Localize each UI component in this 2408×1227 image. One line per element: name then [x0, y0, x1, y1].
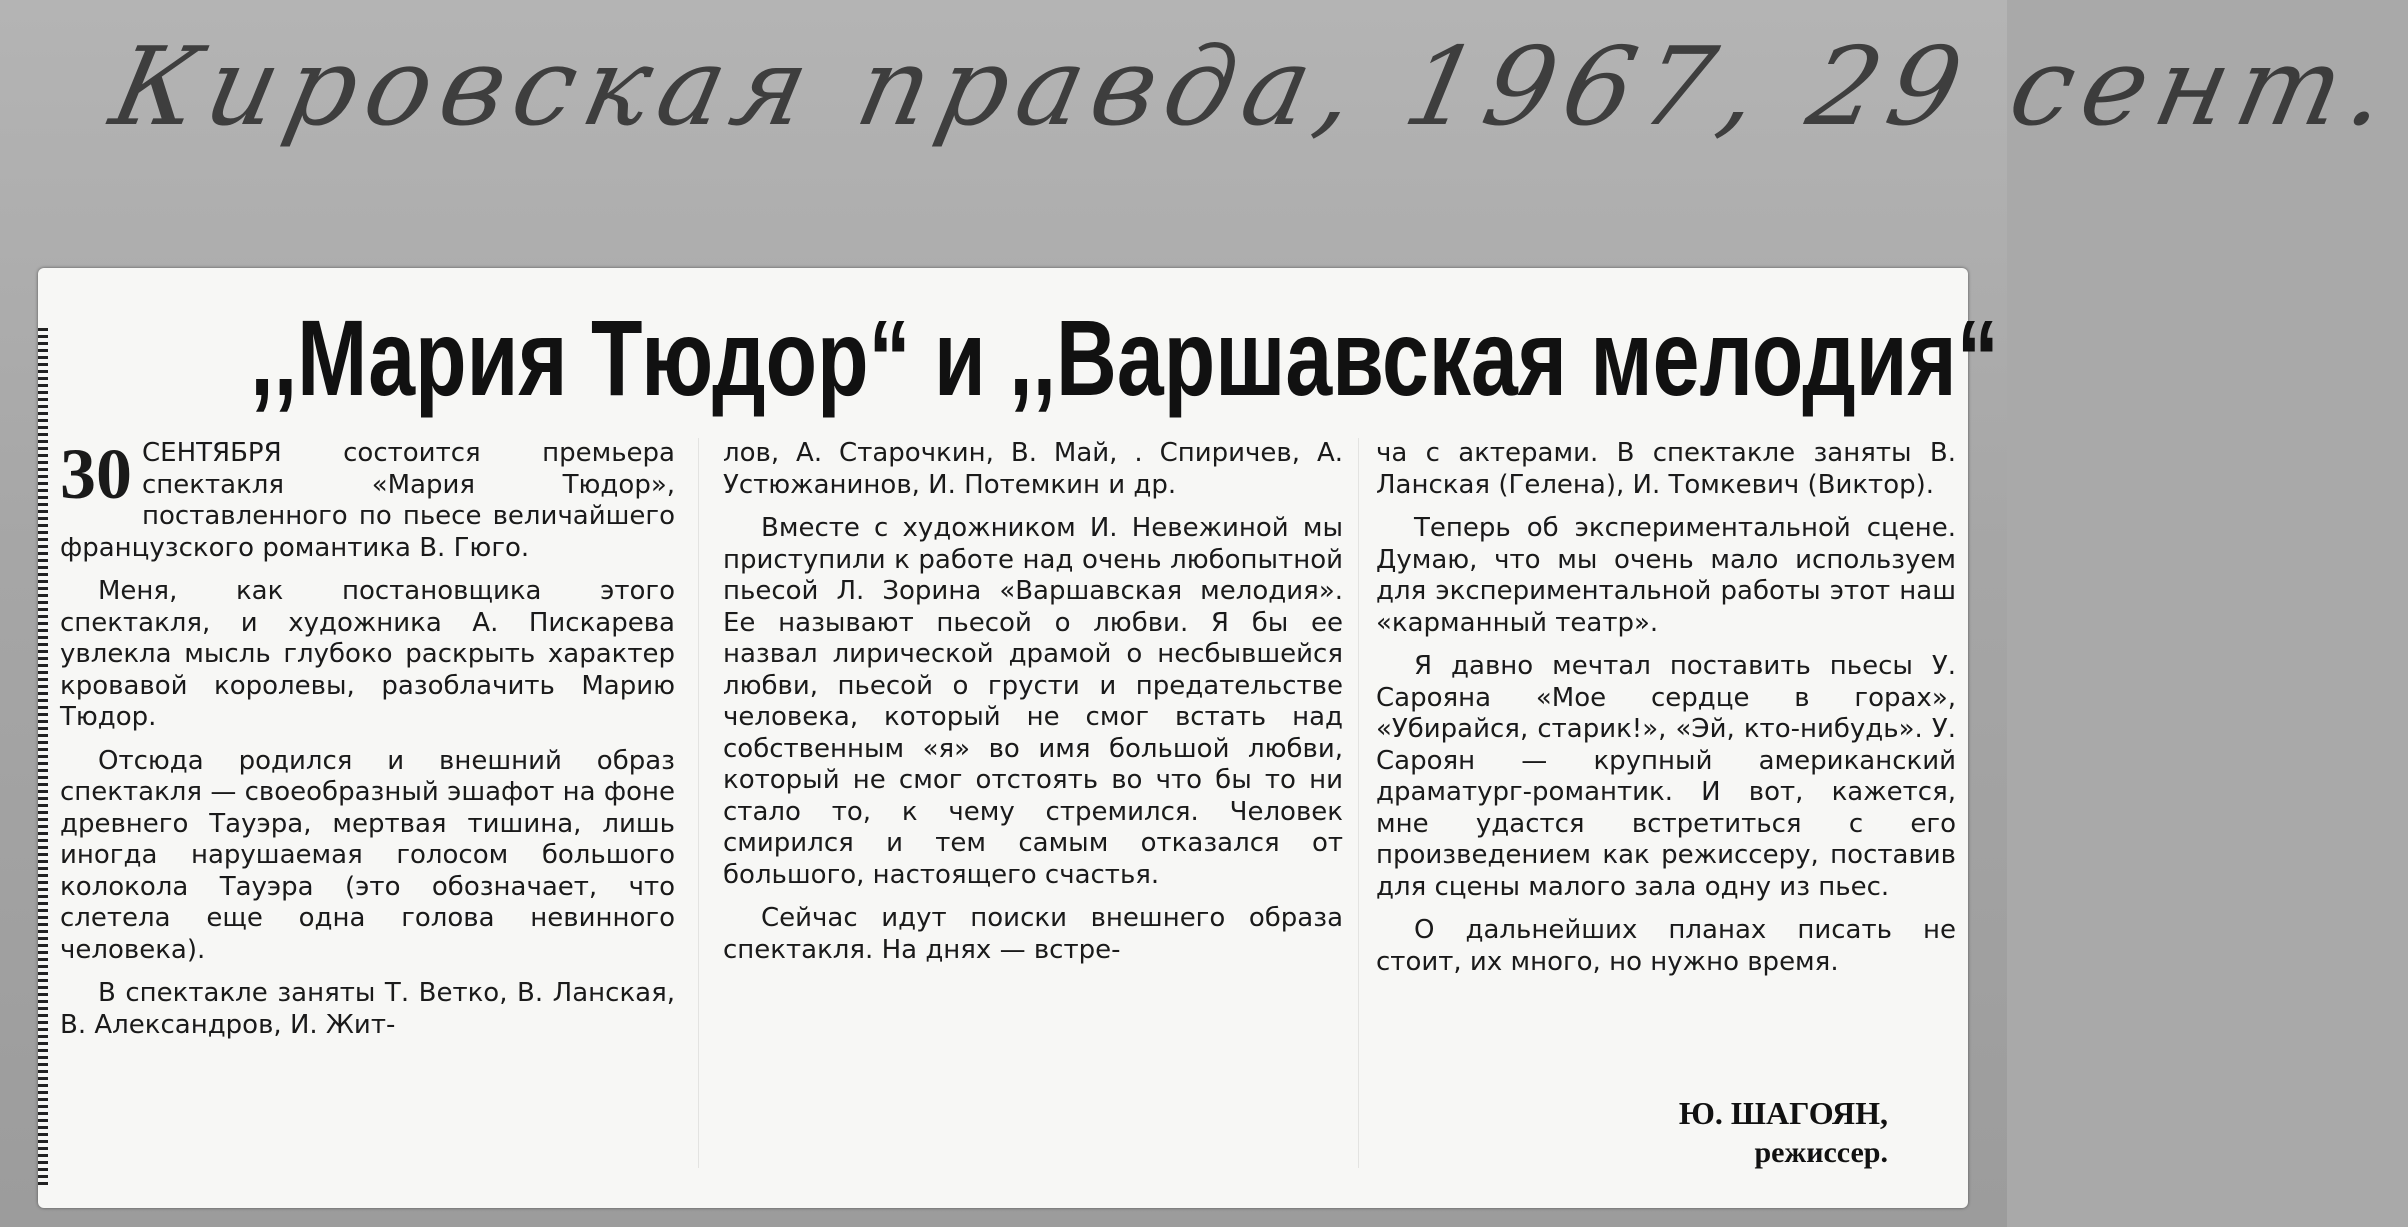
article-column-2 — [723, 438, 1343, 978]
column-divider — [698, 438, 699, 1168]
paragraph: Меня, как постановщика этого спектакля, и художника А. Пискарева увлекла мысль глубоко раскрыть характер кровавой королевы, разоблачить Марию Тюдор. — [60, 576, 675, 732]
paragraph: Теперь об экспериментальной сцене. Думаю, что мы очень мало используем для экспериментальной работы этот наш «карманный театр». — [1376, 513, 1956, 638]
paragraph-text: СЕНТЯБРЯ состоится премьера спектакля «Мария Тюдор», поставленного по пьесе величайшего французского романтика В. Гюго. — [60, 438, 675, 563]
paragraph: В спектакле заняты Т. Ветко, В. Ланская, В. Александров, И. Жит- — [60, 978, 675, 1040]
author-signature — [1679, 1093, 1888, 1173]
paragraph: Вместе с художником И. Невежиной мы приступили к работе над очень любопытной пьесой Л. Зорина «Варшавская мелодия». Ее называют пьесой о любви. Я бы ее назвал лирической драмой о несбывшейся любви, пьесой о грусти и предательстве человека, который не смог встать над собственным «я» во имя большой любви, который не смог отстоять во что бы то ни стало то, к чему стремился. Человек смирился и тем самым отказался от большого, настоящего счастья. — [723, 513, 1343, 890]
paragraph: Сейчас идут поиски внешнего образа спектакля. На днях — встре- — [723, 903, 1343, 965]
paragraph: О дальнейших планах писать не стоит, их много, но нужно время. — [1376, 915, 1956, 977]
paragraph: ча с актерами. В спектакле заняты В. Ланская (Гелена), И. Томкевич (Виктор). — [1376, 438, 1956, 500]
column-divider — [1358, 438, 1359, 1168]
article-column-1 — [60, 434, 675, 1053]
paragraph: Отсюда родился и внешний образ спектакля — своеобразный эшафот на фоне древнего Тауэра, мертвая тишина, лишь иногда нарушаемая голосом большого колокола Тауэра (это обозначает, что слетела еще одна голова невинного человека). — [60, 745, 675, 965]
paragraph: лов, А. Старочкин, В. Май, . Спиричев, А. Устюжанинов, И. Потемкин и др. — [723, 438, 1343, 500]
paragraph: Я давно мечтал поставить пьесы У. Сарояна «Мое сердце в горах», «Убирайся, старик!», «Эй, кто-нибудь». У. Сароян — крупный американский драматург-романтик. И вот, кажется, мне удастся встретиться с его произведением как режиссеру, поставив для сцены малого зала одну из пьес. — [1376, 651, 1956, 902]
article-title: ,,Мария Тюдор“ и ,,Варшавская мелодия“ — [250, 297, 1999, 418]
article-column-3 — [1376, 438, 1956, 990]
paragraph — [60, 434, 675, 564]
author-role: режиссер. — [1754, 1136, 1888, 1169]
author-name: Ю. ШАГОЯН, — [1678, 1095, 1888, 1131]
newspaper-clipping — [38, 268, 1999, 1208]
handwritten-note: Кировская правда, 1967, 29 сент. — [101, 25, 2408, 150]
clipping-torn-edge — [38, 328, 48, 1188]
drop-cap: 30 — [60, 434, 132, 514]
